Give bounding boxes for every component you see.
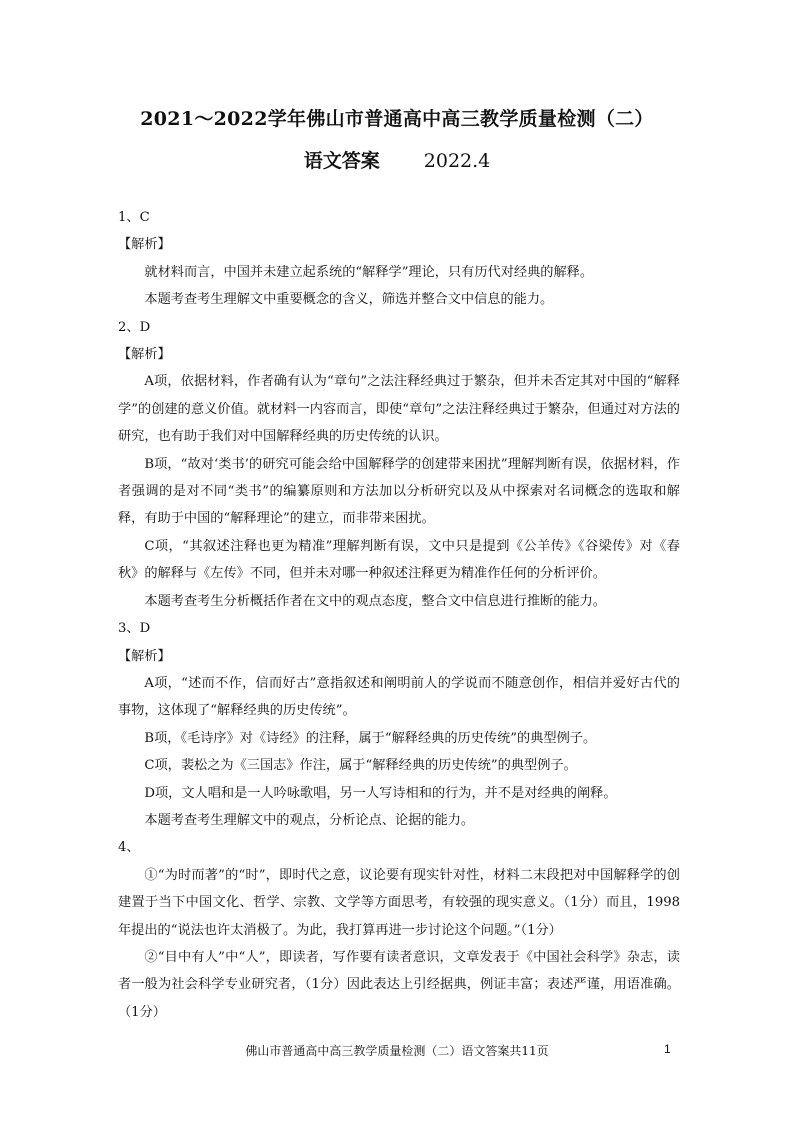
page-footer: 佛山市普通高中高三教学质量检测（二）语文答案共11页	[245, 1044, 549, 1058]
analysis-label: 【解析】	[118, 648, 171, 664]
question-number: 1、C	[118, 210, 150, 225]
analysis-paragraph: 本题考查考生理解文中的观点，分析论点、论据的能力。	[144, 812, 475, 828]
analysis-paragraph: 本题考查考生理解文中重要概念的含义，筛选并整合文中信息的能力。	[144, 292, 554, 308]
question-number: 4、	[118, 840, 140, 856]
analysis-paragraph: 就材料而言，中国并未建立起系统的“解释学”理论，只有历代对经典的解释。	[144, 264, 594, 280]
analysis-label: 【解析】	[118, 237, 171, 253]
answer-content	[118, 204, 680, 1026]
question-3	[118, 615, 680, 834]
question-4	[118, 834, 680, 1026]
analysis-paragraph: B项，“故对‘类书’的研究可能会给中国解释学的创建带来困扰”理解判断有误，依据材料，作者强调的是对不同“类书”的编纂原则和方法加以分析研究以及从中探索对名词概念的选取和解释，有助于中国的“解释理论”的建立，而非带来困扰。	[118, 456, 680, 527]
question-2	[118, 314, 680, 615]
analysis-paragraph: C项，裴松之为《三国志》作注，属于“解释经典的历史传统”的典型例子。	[144, 758, 577, 774]
question-1	[118, 204, 680, 314]
analysis-paragraph: D项，文人唱和是一人吟咏歌唱，另一人写诗相和的行为，并不是对经典的阐释。	[144, 785, 617, 801]
document-subtitle	[0, 146, 794, 173]
answer-paragraph: ②“目中有人”中“人”，即读者，写作要有读者意识，文章发表于《中国社会科学》杂志，读者一般为社会科学专业研究者，（1分）因此表达上引经据典，例证丰富；表述严谨，用语准确。（1分）	[118, 949, 680, 1020]
analysis-paragraph: A项，依据材料，作者确有认为“章句”之法注释经典过于繁杂，但并未否定其对中国的“解释学”的创建的意义价值。就材料一内容而言，即使“章句”之法注释经典过于繁杂，但通过对方法的研究，也有助于我们对中国解释经典的历史传统的认识。	[118, 374, 680, 445]
question-number: 2、D	[118, 319, 151, 335]
analysis-paragraph: C项，“其叙述注释也更为精准”理解判断有误，文中只是提到《公羊传》《谷梁传》对《春秋》的解释与《左传》不同，但并未对哪一种叙述注释更为精准作任何的分析评价。	[118, 538, 680, 582]
analysis-paragraph: 本题考查考生分析概括作者在文中的观点态度，整合文中信息进行推断的能力。	[144, 593, 606, 609]
subtitle-date: 2022.4	[423, 150, 491, 172]
analysis-label: 【解析】	[118, 347, 171, 363]
page-number: 1	[664, 1042, 671, 1056]
subtitle-label: 语文答案	[303, 150, 380, 172]
question-number: 3、D	[118, 621, 151, 637]
analysis-paragraph: B项，《毛诗序》对《诗经》的注释，属于“解释经典的历史传统”的典型例子。	[144, 730, 597, 746]
analysis-paragraph: A项，“述而不作，信而好古”意指叙述和阐明前人的学说而不随意创作，相信并爱好古代的事物，这体现了“解释经典的历史传统”。	[118, 675, 680, 719]
answer-paragraph: ①“为时而著”的“时”，即时代之意，议论要有现实针对性，材料二末段把对中国解释学的创建置于当下中国文化、哲学、宗教、文学等方面思考，有较强的现实意义。（1分）而且，1998年提出的“说法也许太消极了。为此，我打算再进一步讨论这个问题。”（1分）	[118, 867, 680, 938]
document-title: 2021～2022学年佛山市普通高中高三教学质量检测（二）	[140, 108, 654, 130]
